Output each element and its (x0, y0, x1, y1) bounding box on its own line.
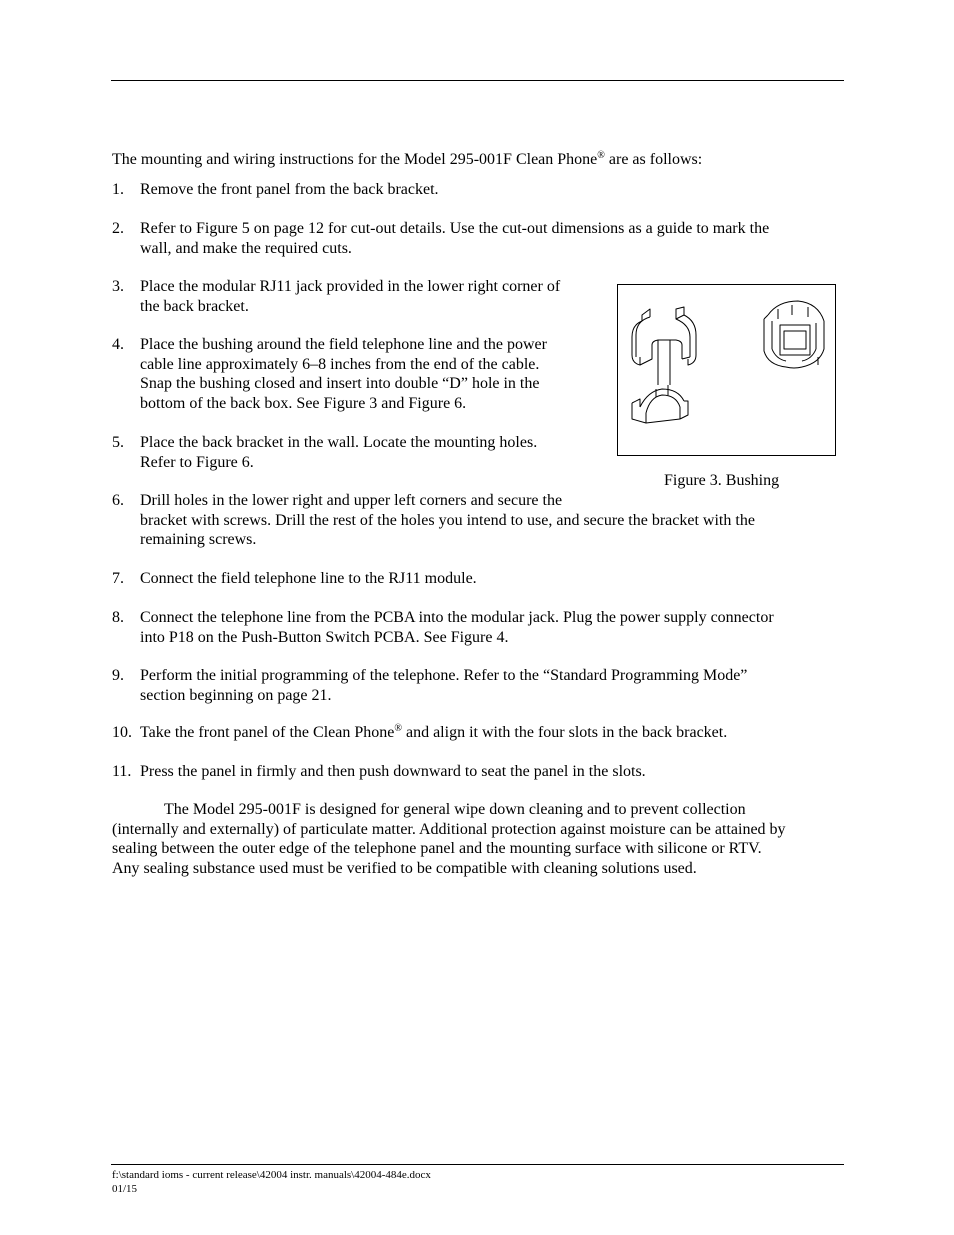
figure-caption: Figure 3. Bushing (664, 472, 780, 489)
step-text-line: Snap the bushing closed and insert into double “D” hole in the (140, 375, 540, 393)
intro-text: The mounting and wiring instructions for the Model 295-001F Clean Phone (112, 151, 598, 168)
bushing-figure (617, 284, 836, 456)
step-text-line: Connect the field telephone line to the RJ11 module. (140, 570, 477, 587)
step-number: 8. (112, 609, 124, 626)
bushing-bottom-half (632, 367, 688, 423)
step-number: 1. (112, 181, 124, 198)
step-text-end: and align it with the four slots in the back bracket. (401, 724, 728, 741)
footer-file-path: f:\standard ioms - current release\42004 instr. manuals\42004-484e.docx (112, 1169, 431, 1181)
intro-text-end: are as follows: (604, 151, 703, 168)
step-text: Take the front panel of the Clean Phone (140, 724, 395, 741)
step-number: 11. (112, 763, 132, 780)
step-text-line: remaining screws. (140, 531, 257, 549)
step-text-line: the back bracket. (140, 297, 249, 315)
step-text-line: Perform the initial programming of the telephone. Refer to the “Standard Programming Mode” (140, 667, 748, 684)
header-rule (111, 80, 844, 81)
step-number: 10. (112, 724, 132, 741)
step-text-line: Press the panel in firmly and then push downward to seat the panel in the slots. (140, 763, 646, 780)
step-text-line: cable line approximately 6–8 inches from the end of the cable. (140, 355, 540, 373)
step-number: 9. (112, 667, 124, 684)
step-number: 2. (112, 220, 124, 237)
intro-paragraph (112, 150, 702, 170)
step-text-line: bracket with screws. Drill the rest of the holes you intend to use, and secure the bracket with the (140, 511, 755, 529)
registered-mark: ® (597, 150, 605, 161)
registered-mark: ® (394, 723, 402, 734)
step-text-line: into P18 on the Push-Button Switch PCBA. See Figure 4. (140, 628, 509, 646)
bushing-top-half (632, 307, 696, 367)
step-text-line: Refer to Figure 5 on page 12 for cut-out details. Use the cut-out dimensions as a guide to mark the (140, 220, 770, 237)
closing-line: sealing between the outer edge of the telephone panel and the mounting surface with silicone or RTV. (112, 840, 762, 858)
footer-date: 01/15 (112, 1183, 138, 1195)
bushing-illustration (618, 285, 837, 457)
bushing-closed (764, 301, 824, 368)
step-number: 4. (112, 336, 124, 353)
step-text-line (140, 723, 727, 743)
footer-rule (111, 1164, 844, 1165)
step-text-line: Connect the telephone line from the PCBA into the modular jack. Plug the power supply connector (140, 609, 774, 626)
step-number: 3. (112, 278, 124, 295)
step-number: 5. (112, 434, 124, 451)
step-number: 7. (112, 570, 124, 587)
step-text-line: wall, and make the required cuts. (140, 239, 352, 257)
closing-line: Any sealing substance used must be verified to be compatible with cleaning solutions used. (112, 859, 697, 877)
step-text-line: Place the bushing around the field telephone line and the power (140, 336, 547, 353)
step-text-line: bottom of the back box. See Figure 3 and Figure 6. (140, 394, 467, 412)
closing-paragraph (112, 800, 786, 878)
step-text-line: section beginning on page 21. (140, 686, 332, 704)
step-text-line: Drill holes in the lower right and upper left corners and secure the (140, 492, 563, 509)
step-text-line: Remove the front panel from the back bracket. (140, 181, 439, 198)
step-number: 6. (112, 492, 124, 509)
closing-line: The Model 295-001F is designed for general wipe down cleaning and to prevent collection (164, 801, 746, 818)
step-text-line: Place the modular RJ11 jack provided in the lower right corner of (140, 278, 561, 295)
step-text-line: Refer to Figure 6. (140, 453, 254, 471)
step-text-line: Place the back bracket in the wall. Locate the mounting holes. (140, 434, 538, 451)
closing-line: (internally and externally) of particulate matter. Additional protection against moisture can be attained by (112, 820, 786, 838)
